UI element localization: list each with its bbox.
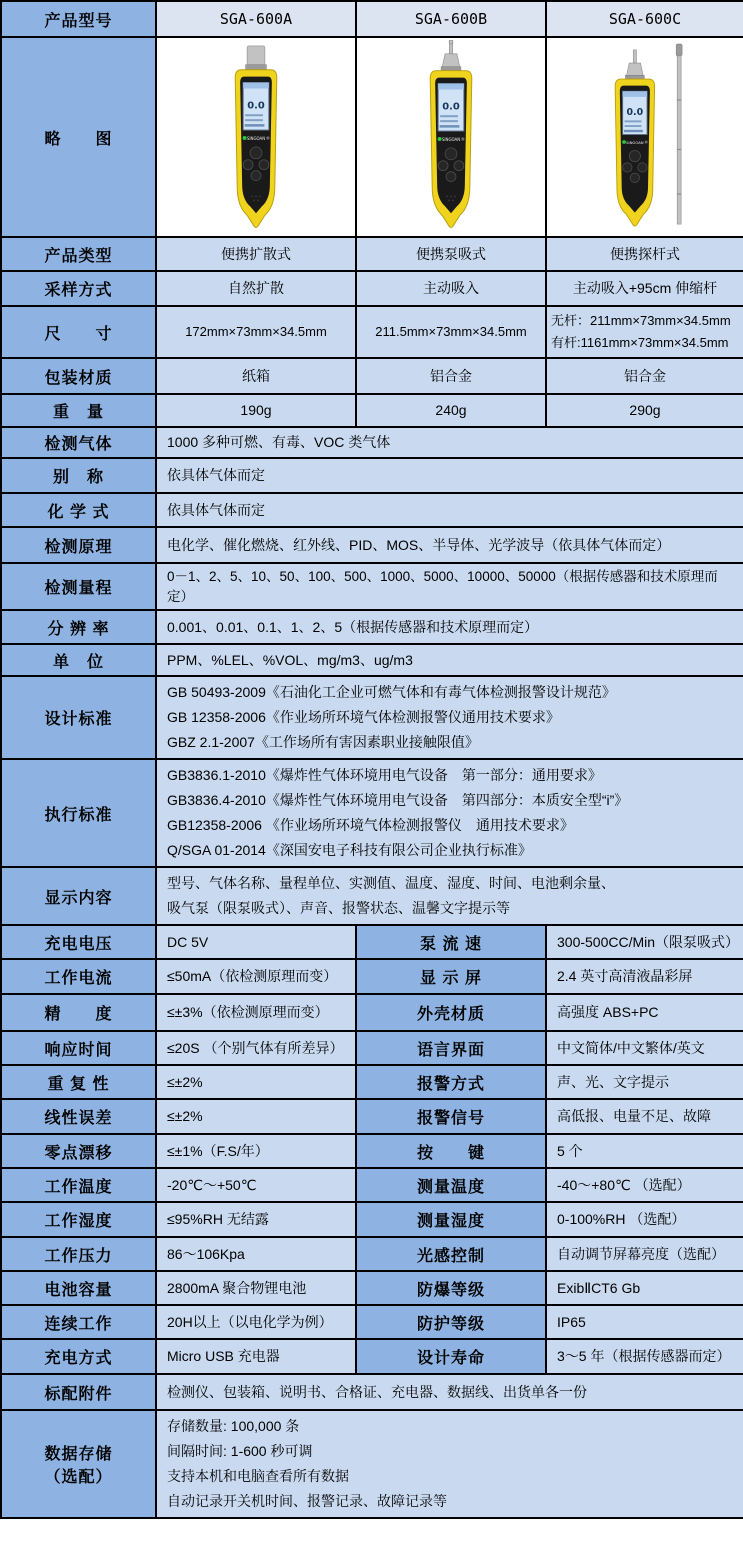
row-label: 略 图 <box>1 37 156 237</box>
row-value: -40～+80℃ （选配） <box>546 1168 743 1202</box>
table-row <box>1 563 743 610</box>
row-value: 检测仪、包装箱、说明书、合格证、充电器、数据线、出货单各一份 <box>156 1374 743 1410</box>
row-value: 0-100%RH （选配） <box>546 1202 743 1237</box>
table-row <box>1 1099 743 1134</box>
table-row <box>1 1134 743 1168</box>
row-label: 语言界面 <box>356 1031 546 1065</box>
model-name-a: SGA-600A <box>156 1 356 37</box>
row-value: 2.4 英寸高清液晶彩屏 <box>546 959 743 994</box>
table-row <box>1 1339 743 1374</box>
row-value: ≤±1%（F.S/年） <box>156 1134 356 1168</box>
row-label: 单 位 <box>1 644 156 676</box>
row-value: ≤95%RH 无结露 <box>156 1202 356 1237</box>
row-label: 显示内容 <box>1 867 156 925</box>
table-row <box>1 1031 743 1065</box>
storage-line: 存储数量: 100,000 条 <box>167 1418 300 1435</box>
standard-line: GBZ 2.1-2007《工作场所有害因素职业接触限值》 <box>167 734 479 751</box>
row-value: 铝合金 <box>546 358 743 394</box>
row-value: 190g <box>156 394 356 427</box>
row-label: 零点漂移 <box>1 1134 156 1168</box>
row-label: 检测量程 <box>1 563 156 610</box>
row-value: ≤50mA（依检测原理而变） <box>156 959 356 994</box>
row-label: 工作电流 <box>1 959 156 994</box>
storage-line: 支持本机和电脑查看所有数据 <box>167 1468 349 1485</box>
row-label: 工作温度 <box>1 1168 156 1202</box>
screen-reading: 0.0 <box>247 100 265 112</box>
table-row <box>1 306 743 358</box>
standard-line: GB3836.4-2010《爆炸性气体环境用电气设备 第四部分：本质安全型“i”》 <box>167 792 629 809</box>
row-label: 执行标准 <box>1 759 156 867</box>
row-value: 300-500CC/Min（限泵吸式） <box>546 925 743 959</box>
device-illustration-sga600c <box>599 40 691 234</box>
row-label: 报警方式 <box>356 1065 546 1099</box>
brand-text: SINGOAN <box>246 135 266 141</box>
row-label: 产品类型 <box>1 237 156 271</box>
table-row <box>1 493 743 527</box>
table-row <box>1 1065 743 1099</box>
row-value <box>156 867 743 925</box>
display-content-line: 吸气泵（限泵吸式）、声音、报警状态、温馨文字提示等 <box>167 900 510 917</box>
row-value: IP65 <box>546 1305 743 1339</box>
row-label: 报警信号 <box>356 1099 546 1134</box>
table-row <box>1 237 743 271</box>
row-label: 设计寿命 <box>356 1339 546 1374</box>
row-label: 连续工作 <box>1 1305 156 1339</box>
row-value: 86～106Kpa <box>156 1237 356 1271</box>
model-name-c: SGA-600C <box>546 1 743 37</box>
product-image-cell-c <box>546 37 743 237</box>
row-label: 别 称 <box>1 458 156 493</box>
row-value: 3～5 年（根据传感器而定） <box>546 1339 743 1374</box>
row-label: 泵 流 速 <box>356 925 546 959</box>
row-label <box>1 1410 156 1518</box>
display-content-line: 型号、气体名称、量程单位、实测值、温度、湿度、时间、电池剩余量、 <box>167 875 615 892</box>
row-value <box>156 676 743 759</box>
table-row <box>1 925 743 959</box>
row-value: ≤±2% <box>156 1065 356 1099</box>
standard-line: Q/SGA 01-2014《深国安电子科技有限公司企业执行标准》 <box>167 842 532 859</box>
row-label: 防爆等级 <box>356 1271 546 1305</box>
telescopic-probe-rod <box>676 44 682 224</box>
row-value: Micro USB 充电器 <box>156 1339 356 1374</box>
table-row <box>1 610 743 644</box>
row-label-line: （选配） <box>44 1469 113 1487</box>
row-value: ExibⅡCT6 Gb <box>546 1271 743 1305</box>
row-label: 标配附件 <box>1 1374 156 1410</box>
row-label: 工作湿度 <box>1 1202 156 1237</box>
model-name-b: SGA-600B <box>356 1 546 37</box>
table-row <box>1 1305 743 1339</box>
standard-line: GB 12358-2006《作业场所环境气体检测报警仪通用技术要求》 <box>167 709 560 726</box>
table-row <box>1 1202 743 1237</box>
table-row <box>1 1410 743 1518</box>
table-row <box>1 1168 743 1202</box>
brand-text: SINGOAN <box>441 136 461 142</box>
table-row <box>1 644 743 676</box>
row-label: 充电方式 <box>1 1339 156 1374</box>
row-label: 防护等级 <box>356 1305 546 1339</box>
row-value <box>156 759 743 867</box>
row-value: PPM、%LEL、%VOL、mg/m3、ug/m3 <box>156 644 743 676</box>
row-label: 重 量 <box>1 394 156 427</box>
table-row <box>1 759 743 867</box>
row-value: 240g <box>356 394 546 427</box>
row-label: 电池容量 <box>1 1271 156 1305</box>
row-value: 自然扩散 <box>156 271 356 306</box>
row-value: 依具体气体而定 <box>156 458 743 493</box>
row-value: 20H以上（以电化学为例） <box>156 1305 356 1339</box>
dimension-line: 无杆：211mm×73mm×34.5mm <box>551 313 731 328</box>
table-row <box>1 394 743 427</box>
table-row <box>1 527 743 563</box>
storage-line: 自动记录开关机时间、报警记录、故障记录等 <box>167 1493 447 1510</box>
row-label: 线性误差 <box>1 1099 156 1134</box>
row-value: 主动吸入+95cm 伸缩杆 <box>546 271 743 306</box>
row-value: 290g <box>546 394 743 427</box>
table-row <box>1 676 743 759</box>
row-label: 按 键 <box>356 1134 546 1168</box>
table-row <box>1 427 743 458</box>
row-value: 便携探杆式 <box>546 237 743 271</box>
table-row <box>1 358 743 394</box>
table-row <box>1 1374 743 1410</box>
row-label: 工作压力 <box>1 1237 156 1271</box>
row-value: 0－1、2、5、10、50、100、500、1000、5000、10000、50000（根据传感器和技术原理而定） <box>156 563 743 610</box>
screen-reading: 0.0 <box>442 101 460 113</box>
row-value: 中文简体/中文繁体/英文 <box>546 1031 743 1065</box>
row-label: 重 复 性 <box>1 1065 156 1099</box>
row-label-line: 数据存储 <box>44 1446 113 1464</box>
row-label: 外壳材质 <box>356 994 546 1031</box>
table-row <box>1 867 743 925</box>
product-image-cell-b <box>356 37 546 237</box>
standard-line: GB 50493-2009《石油化工企业可燃气体和有毒气体检测报警设计规范》 <box>167 684 616 701</box>
row-label: 测量温度 <box>356 1168 546 1202</box>
row-label: 包装材质 <box>1 358 156 394</box>
row-label: 化 学 式 <box>1 493 156 527</box>
row-label: 充电电压 <box>1 925 156 959</box>
row-label: 产品型号 <box>1 1 156 37</box>
row-value: 依具体气体而定 <box>156 493 743 527</box>
row-value: 5 个 <box>546 1134 743 1168</box>
row-value: 自动调节屏幕亮度（选配） <box>546 1237 743 1271</box>
row-value <box>546 306 743 358</box>
screen-reading: 0.0 <box>626 106 644 118</box>
table-row <box>1 1237 743 1271</box>
row-label: 精 度 <box>1 994 156 1031</box>
storage-line: 间隔时间: 1-600 秒可调 <box>167 1443 313 1460</box>
row-value: 电化学、催化燃烧、红外线、PID、MOS、半导体、光学波导（依具体气体而定） <box>156 527 743 563</box>
row-label: 响应时间 <box>1 1031 156 1065</box>
table-row-sketch <box>1 37 743 237</box>
row-value: 主动吸入 <box>356 271 546 306</box>
device-illustration-sga600a <box>210 40 302 234</box>
row-label: 检测气体 <box>1 427 156 458</box>
row-value: 高低报、电量不足、故障 <box>546 1099 743 1134</box>
row-value: 便携扩散式 <box>156 237 356 271</box>
standard-line: GB12358-2006 《作业场所环境气体检测报警仪 通用技术要求》 <box>167 817 574 834</box>
row-value: 声、光、文字提示 <box>546 1065 743 1099</box>
device-illustration-sga600b <box>405 40 497 234</box>
dimension-line: 有杆:1161mm×73mm×34.5mm <box>551 335 729 350</box>
row-value: 高强度 ABS+PC <box>546 994 743 1031</box>
row-label: 分 辨 率 <box>1 610 156 644</box>
row-value: ≤±3%（依检测原理而变） <box>156 994 356 1031</box>
row-label: 检测原理 <box>1 527 156 563</box>
row-label: 测量湿度 <box>356 1202 546 1237</box>
row-value: ≤±2% <box>156 1099 356 1134</box>
row-label: 尺 寸 <box>1 306 156 358</box>
row-label: 采样方式 <box>1 271 156 306</box>
row-value: 铝合金 <box>356 358 546 394</box>
row-value: 便携泵吸式 <box>356 237 546 271</box>
table-row <box>1 1271 743 1305</box>
row-value: 172mm×73mm×34.5mm <box>156 306 356 358</box>
row-value: 1000 多种可燃、有毒、VOC 类气体 <box>156 427 743 458</box>
row-label: 设计标准 <box>1 676 156 759</box>
product-image-cell-a <box>156 37 356 237</box>
table-row <box>1 959 743 994</box>
row-value: -20℃～+50℃ <box>156 1168 356 1202</box>
standard-line: GB3836.1-2010《爆炸性气体环境用电气设备 第一部分：通用要求》 <box>167 767 602 784</box>
row-value: 2800mA 聚合物锂电池 <box>156 1271 356 1305</box>
row-value: DC 5V <box>156 925 356 959</box>
brand-text: SINGOAN <box>626 140 644 145</box>
table-row <box>1 458 743 493</box>
row-value: 0.001、0.01、0.1、1、2、5（根据传感器和技术原理而定） <box>156 610 743 644</box>
row-label: 光感控制 <box>356 1237 546 1271</box>
row-label: 显 示 屏 <box>356 959 546 994</box>
row-value: 纸箱 <box>156 358 356 394</box>
row-value <box>156 1410 743 1518</box>
row-value: ≤20S （个别气体有所差异） <box>156 1031 356 1065</box>
table-row <box>1 994 743 1031</box>
table-row <box>1 271 743 306</box>
table-row-model <box>1 1 743 37</box>
row-value: 211.5mm×73mm×34.5mm <box>356 306 546 358</box>
